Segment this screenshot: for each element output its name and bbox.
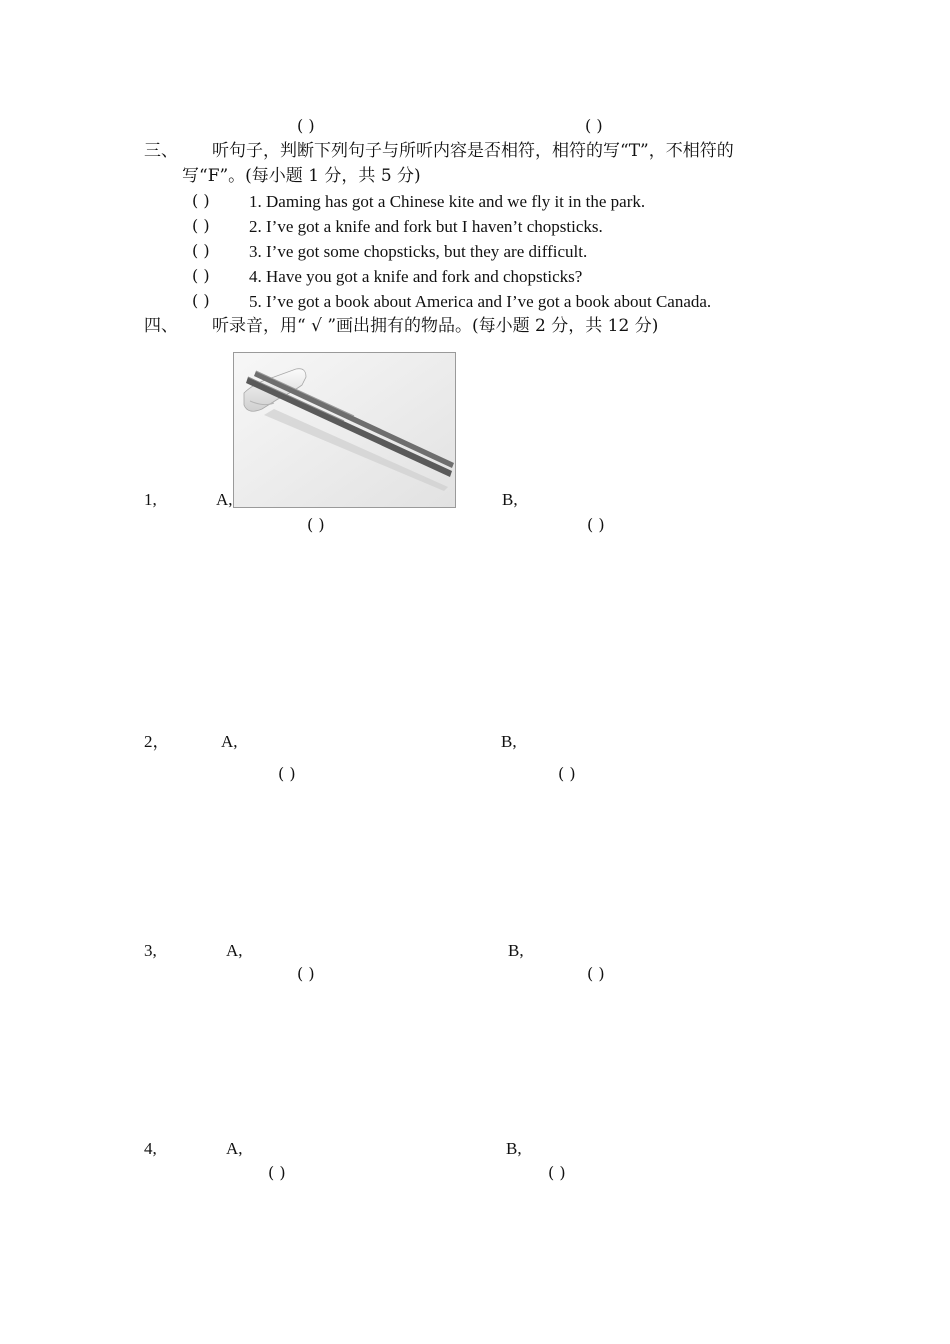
statement-3-3: 3. I’ve got some chopsticks, but they are difficult. (249, 242, 588, 261)
answer-bracket-3-3[interactable]: ( ) (192, 241, 210, 260)
section3-instruction-line2: 写“F”。(每小题 1 分，共 5 分) (182, 166, 421, 186)
answer-bracket-4-1b[interactable]: ( ) (587, 515, 605, 534)
section4-number: 四、 (144, 316, 178, 336)
answer-bracket-top-right[interactable]: ( ) (585, 116, 603, 135)
answer-bracket-3-1[interactable]: ( ) (192, 191, 210, 210)
question-4-number: 4, (144, 1139, 157, 1158)
answer-bracket-3-4[interactable]: ( ) (192, 266, 210, 285)
question-1-number: 1, (144, 490, 157, 509)
answer-bracket-3-2[interactable]: ( ) (192, 216, 210, 235)
statement-3-5: 5. I’ve got a book about America and I’ve got a book about Canada. (249, 292, 712, 311)
chopsticks-image (233, 352, 456, 508)
answer-bracket-3-5[interactable]: ( ) (192, 291, 210, 310)
answer-bracket-4-3a[interactable]: ( ) (297, 964, 315, 983)
question-1-option-b: B, (502, 490, 518, 509)
statement-3-1: 1. Daming has got a Chinese kite and we fly it in the park. (249, 192, 646, 211)
question-3-option-b: B, (508, 941, 524, 960)
section4-instruction: 听录音，用“ √ ”画出拥有的物品。(每小题 2 分，共 12 分) (212, 316, 659, 336)
question-3-option-a: A, (226, 941, 243, 960)
question-4-option-b: B, (506, 1139, 522, 1158)
answer-bracket-top-left[interactable]: ( ) (297, 116, 315, 135)
answer-bracket-4-1a[interactable]: ( ) (307, 515, 325, 534)
section3-instruction-line1: 听句子，判断下列句子与所听内容是否相符，相符的写“T”，不相符的 (212, 141, 734, 161)
statement-3-2: 2. I’ve got a knife and fork but I haven’t chopsticks. (249, 217, 603, 236)
statement-3-4: 4. Have you got a knife and fork and chopsticks? (249, 267, 583, 286)
question-4-option-a: A, (226, 1139, 243, 1158)
question-1-option-a: A, (216, 490, 233, 509)
question-3-number: 3, (144, 941, 157, 960)
answer-bracket-4-3b[interactable]: ( ) (587, 964, 605, 983)
section3-number: 三、 (144, 141, 178, 161)
question-2-option-a: A, (221, 732, 238, 751)
question-2-number: 2， (144, 732, 170, 751)
answer-bracket-4-2b[interactable]: ( ) (558, 764, 576, 783)
chopsticks-illustration (234, 353, 455, 507)
answer-bracket-4-2a[interactable]: ( ) (278, 764, 296, 783)
answer-bracket-4-4b[interactable]: ( ) (548, 1163, 566, 1182)
question-2-option-b: B, (501, 732, 517, 751)
answer-bracket-4-4a[interactable]: ( ) (268, 1163, 286, 1182)
